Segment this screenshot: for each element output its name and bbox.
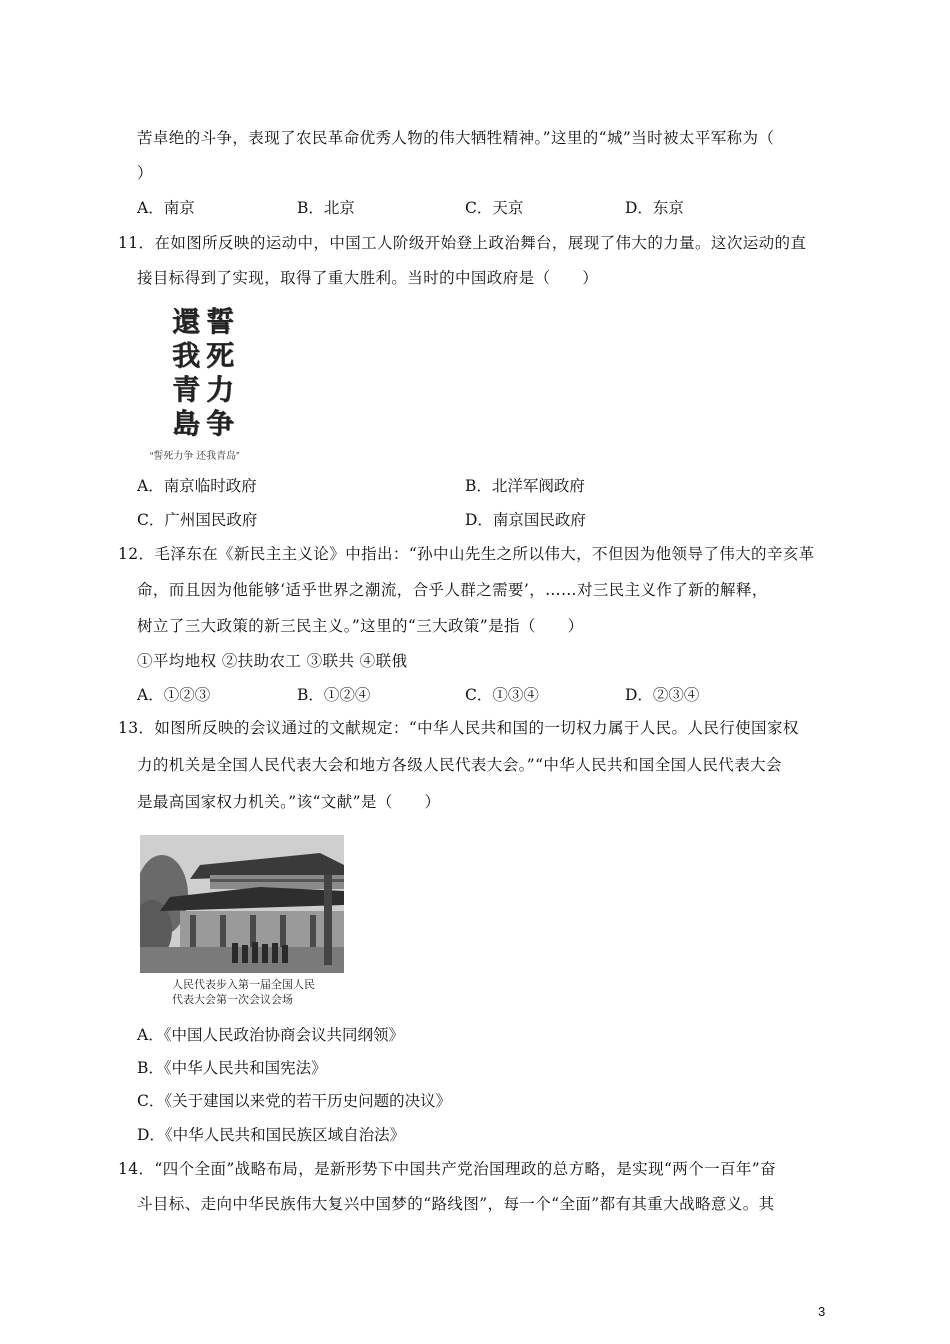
q12-stem-line2: 命，而且因为他能够‘适乎世界之潮流，合乎人群之需要’，……对三民主义作了新的解释， xyxy=(137,581,768,599)
q12-option-c: C．①③④ xyxy=(465,686,539,704)
q13-figure-caption-line2: 代表大会第一次会议会场 xyxy=(172,994,293,1006)
calligraphy-char: 誓 xyxy=(206,305,235,338)
q11-stem-line2: 接目标得到了实现，取得了重大胜利。当时的中国政府是（ ） xyxy=(137,269,599,287)
q11-option-a: A．南京临时政府 xyxy=(137,477,257,495)
q11-option-c: C．广州国民政府 xyxy=(137,511,258,529)
calligraphy-char: 島 xyxy=(172,407,201,440)
q11-calligraphy-figure xyxy=(150,305,280,465)
q11-figure-caption: “誓死力争 还我青岛” xyxy=(150,451,240,462)
q13-stem-line2: 力的机关是全国人民代表大会和地方各级人民代表大会。”“中华人民共和国全国人民代表大会 xyxy=(137,756,782,774)
q13-stem-line1: 13．如图所反映的会议通过的文献规定：“中华人民共和国的一切权力属于人民。人民行使国家权 xyxy=(118,719,799,737)
q10-option-a: A．南京 xyxy=(137,199,195,217)
q14-stem-line2: 斗目标、走向中华民族伟大复兴中国梦的“路线图”，每一个“全面”都有其重大战略意义。其 xyxy=(137,1195,775,1213)
q13-stem-line3: 是最高国家权力机关。”该“文献”是（ ） xyxy=(137,793,441,811)
calligraphy-char: 還 xyxy=(172,305,201,338)
calligraphy-char: 力 xyxy=(206,373,235,406)
q12-stem-line1: 12．毛泽东在《新民主主义论》中指出：“孙中山先生之所以伟大，不但因为他领导了伟大的辛亥革 xyxy=(118,545,815,563)
q11-option-b: B．北洋军阀政府 xyxy=(465,477,585,495)
calligraphy-char: 青 xyxy=(172,373,201,406)
q12-option-d: D．②③④ xyxy=(625,686,700,704)
q13-option-a: A．《中国人民政治协商会议共同纲领》 xyxy=(137,1026,404,1044)
q10-stem-cont: 苦卓绝的斗争，表现了农民革命优秀人物的伟大牺牲精神。”这里的“城”当时被太平军称为（ xyxy=(137,129,775,147)
hall-photo-image xyxy=(140,835,344,973)
q13-option-d: D．《中华人民共和国民族区域自治法》 xyxy=(137,1126,406,1144)
calligraphy-char: 死 xyxy=(206,339,235,372)
calligraphy-char: 争 xyxy=(206,407,235,440)
q12-items: ①平均地权 ②扶助农工 ③联共 ④联俄 xyxy=(137,652,408,670)
q10-option-c: C．天京 xyxy=(465,199,524,217)
q12-stem-line3: 树立了三大政策的新三民主义。”这里的“三大政策”是指（ ） xyxy=(137,617,584,635)
page-number: 3 xyxy=(818,1304,826,1319)
calligraphy-char: 我 xyxy=(172,339,201,372)
q12-option-b: B．①②④ xyxy=(297,686,371,704)
q13-option-b: B．《中华人民共和国宪法》 xyxy=(137,1059,327,1077)
q13-hall-photo xyxy=(140,835,344,973)
q10-paren-close: ） xyxy=(137,164,153,182)
q11-stem-line1: 11．在如图所反映的运动中，中国工人阶级开始登上政治舞台，展现了伟大的力量。这次运动的直 xyxy=(118,234,807,252)
q13-option-c: C．《关于建国以来党的若干历史问题的决议》 xyxy=(137,1092,452,1110)
q12-option-a: A．①②③ xyxy=(137,686,211,704)
q10-option-d: D．东京 xyxy=(625,199,684,217)
q10-option-b: B．北京 xyxy=(297,199,355,217)
q13-figure-caption-line1: 人民代表步入第一届全国人民 xyxy=(172,979,315,991)
q11-option-d: D．南京国民政府 xyxy=(465,511,586,529)
q14-stem-line1: 14．“四个全面”战略布局，是新形势下中国共产党治国理政的总方略，是实现“两个一百年”奋 xyxy=(118,1160,777,1178)
